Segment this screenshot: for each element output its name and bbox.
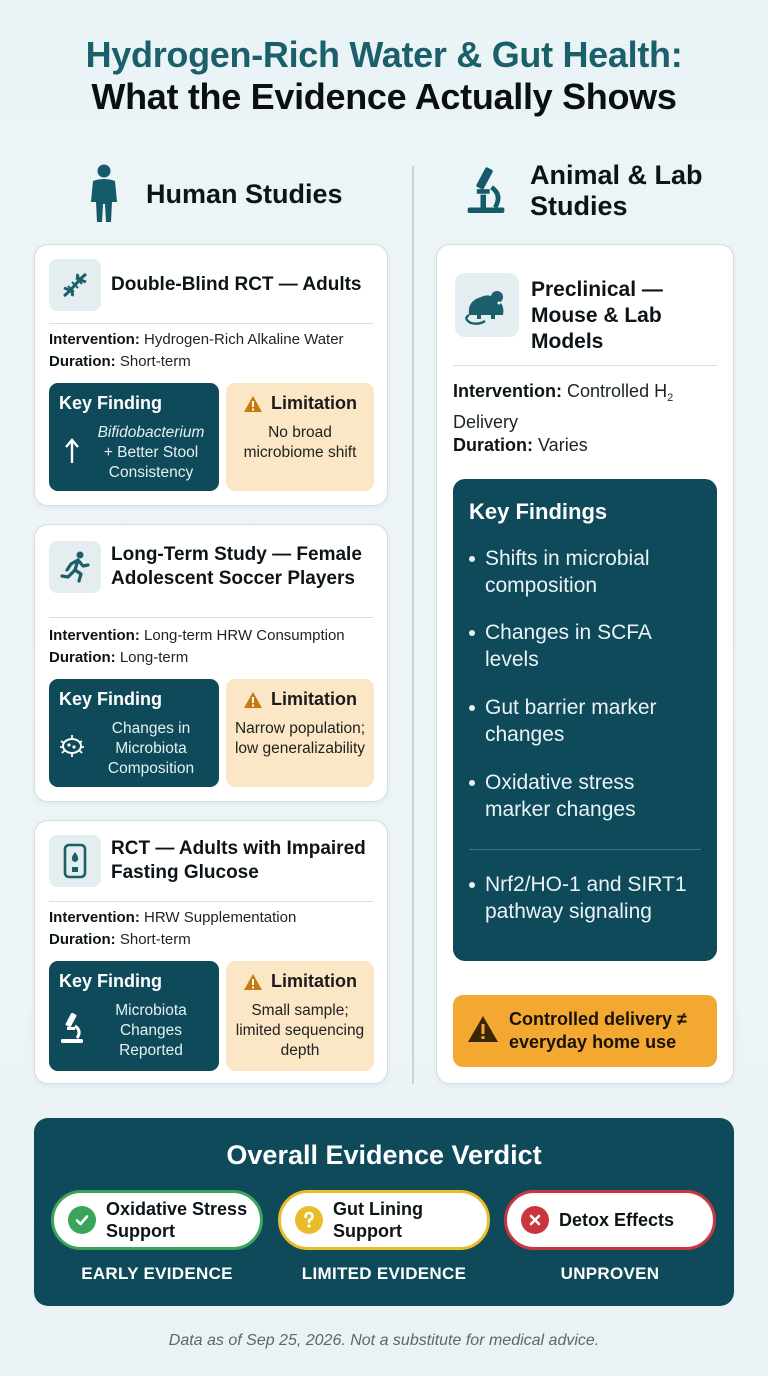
intervention-value: Long-term HRW Consumption [144, 627, 345, 644]
limitation-heading [226, 689, 374, 710]
study-card-rct-adults [34, 244, 388, 506]
duration-label: Duration: [49, 931, 116, 948]
verdict-pill-oxidative-stress [51, 1190, 263, 1250]
key-finding-detail: + Better Stool Consistency [103, 444, 199, 481]
key-finding-box [49, 679, 219, 787]
limitation-text: Small sample; limited sequencing depth [235, 1002, 365, 1059]
intervention-label: Intervention: [49, 331, 140, 348]
x-icon [521, 1206, 549, 1234]
duration-value: Short-term [119, 353, 191, 370]
check-icon [68, 1206, 96, 1234]
limitation-label: Limitation [271, 971, 357, 991]
animal-studies-label: Animal & Lab Studies [530, 160, 703, 221]
glucose-meter-icon [49, 835, 101, 887]
evidence-level: LIMITED EVIDENCE [301, 1264, 467, 1283]
study-title: Long-Term Study — Female Adolescent Soccer Players [111, 544, 362, 589]
evidence-level: EARLY EVIDENCE [81, 1264, 233, 1283]
finding-item: Oxidative stress marker changes [469, 769, 705, 823]
animal-studies-header [464, 160, 730, 222]
card-divider [453, 365, 717, 366]
duration-line [49, 929, 381, 951]
limitation-text: Narrow population; low generalizability [234, 720, 366, 757]
study-card-soccer-players [34, 524, 388, 802]
key-findings-box [453, 479, 717, 961]
findings-divider [469, 849, 701, 850]
footer-disclaimer: Data as of Sep 25, 2026. Not a substitute for medical advice. [168, 1332, 600, 1349]
page-title [0, 34, 768, 118]
verdict-label: Detox Effects [559, 1210, 675, 1230]
column-divider [412, 166, 414, 1084]
study-title: Preclinical — Mouse & Lab Models [531, 278, 663, 353]
key-finding-box [49, 961, 219, 1071]
study-title: RCT — Adults with Impaired Fasting Glucose [111, 838, 366, 883]
key-finding-emphasis: Bifidobacterium [97, 424, 205, 441]
warning-icon [243, 691, 263, 709]
intervention-line [49, 329, 381, 351]
key-findings-label: Key Findings [469, 499, 608, 524]
dna-icon [49, 259, 101, 311]
key-finding-label: Key Finding [59, 393, 162, 413]
human-studies-header [82, 164, 343, 224]
duration-value: Varies [538, 435, 588, 455]
intervention-line [453, 379, 713, 434]
evidence-level: UNPROVEN [560, 1264, 660, 1283]
finding-item: Nrf2/HO-1 and SIRT1 pathway signaling [469, 871, 705, 925]
verdict-title: Overall Evidence Verdict [226, 1140, 542, 1170]
study-title: Double-Blind RCT — Adults [111, 274, 362, 295]
warning-icon [467, 1015, 499, 1048]
card-divider [49, 901, 373, 902]
finding-item: Changes in SCFA levels [469, 619, 705, 673]
verdict-label: Oxidative Stress Support [106, 1199, 248, 1241]
limitation-box [226, 383, 374, 491]
key-finding-text [89, 423, 213, 483]
intervention-line [49, 625, 381, 647]
intervention-value: HRW Supplementation [144, 909, 297, 926]
intervention-value: Hydrogen-Rich Alkaline Water [144, 331, 344, 348]
key-finding-box [49, 383, 219, 491]
title-line-1: Hydrogen-Rich Water & Gut Health: [85, 34, 683, 75]
warning-text: Controlled delivery ≠ everyday home use [509, 1009, 687, 1052]
intervention-value-post: Delivery [453, 412, 519, 432]
duration-label: Duration: [49, 353, 116, 370]
person-icon [82, 164, 126, 224]
question-icon [295, 1206, 323, 1234]
intervention-line [49, 907, 381, 929]
duration-line [49, 647, 381, 669]
microscope-icon [464, 161, 508, 221]
limitation-label: Limitation [271, 689, 357, 709]
warning-icon [243, 973, 263, 991]
limitation-label: Limitation [271, 393, 357, 413]
intervention-label: Intervention: [453, 381, 563, 401]
duration-label: Duration: [453, 435, 533, 455]
mouse-icon [455, 273, 519, 337]
microscope-icon [57, 1011, 87, 1045]
verdict-pill-gut-lining [278, 1190, 490, 1250]
duration-line [453, 433, 588, 457]
key-finding-label: Key Finding [59, 971, 162, 991]
runner-icon [49, 541, 101, 593]
verdict-label: Gut Lining Support [333, 1199, 423, 1241]
key-finding-text: Microbiota Changes Reported [115, 1002, 187, 1059]
arrow-up-icon [57, 437, 87, 465]
duration-value: Long-term [119, 649, 189, 666]
limitation-box [226, 679, 374, 787]
finding-item: Shifts in microbial composition [469, 545, 705, 599]
study-card-preclinical [436, 244, 734, 1084]
home-use-warning [453, 995, 717, 1067]
limitation-box [226, 961, 374, 1071]
card-divider [49, 323, 373, 324]
verdict-pill-detox [504, 1190, 716, 1250]
key-finding-label: Key Finding [59, 689, 162, 709]
human-studies-label: Human Studies [146, 178, 343, 209]
finding-item: Gut barrier marker changes [469, 694, 705, 748]
duration-label: Duration: [49, 649, 116, 666]
limitation-heading [226, 971, 374, 992]
card-divider [49, 617, 373, 618]
key-finding-text: Changes in Microbiota Composition [107, 720, 195, 777]
duration-value: Short-term [119, 931, 191, 948]
study-card-impaired-glucose [34, 820, 388, 1084]
intervention-label: Intervention: [49, 909, 140, 926]
warning-icon [243, 395, 263, 413]
title-line-2: What the Evidence Actually Shows [91, 76, 677, 117]
limitation-heading [226, 393, 374, 414]
intervention-value-pre: Controlled H [567, 381, 668, 401]
duration-line [49, 351, 381, 373]
bacteria-icon [57, 731, 87, 761]
evidence-verdict-panel [34, 1118, 734, 1306]
intervention-label: Intervention: [49, 627, 140, 644]
intervention-subscript: 2 [667, 392, 674, 404]
limitation-text: No broad microbiome shift [243, 424, 357, 461]
